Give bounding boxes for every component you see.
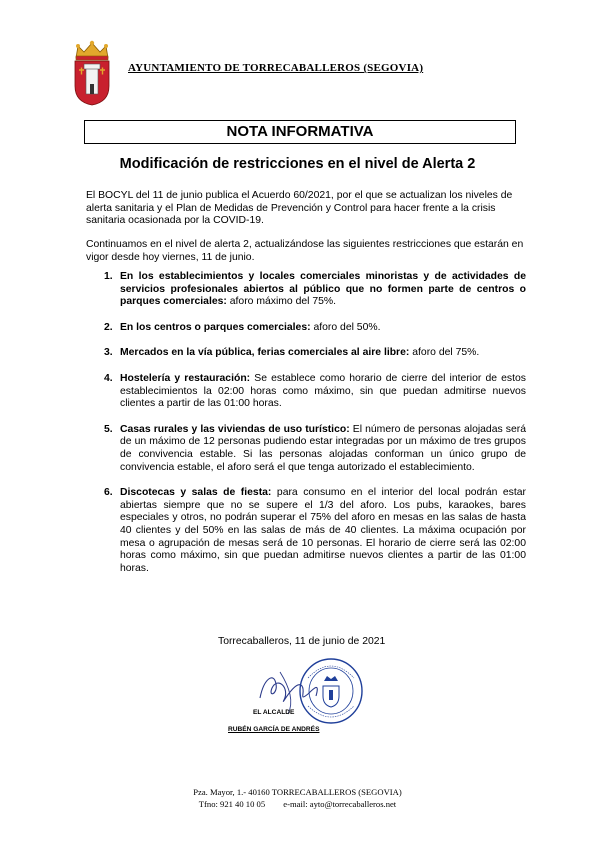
coat-of-arms-icon — [72, 40, 112, 106]
item-text: aforo máximo del 75%. — [226, 296, 337, 308]
list-item — [86, 271, 526, 309]
letterhead — [72, 40, 532, 106]
item-heading: Hostelería y restauración: — [120, 372, 251, 384]
intro-paragraph: El BOCYL del 11 de junio publica el Acuerdo 60/2021, por el que se actualizan los niveles de alerta sanitaria y el Plan de Medidas de Prevención y Control para hacer frente a la crisis sanitaria ocasionada por la COVID-19. — [86, 190, 513, 227]
intro-paragraph: Continuamos en el nivel de alerta 2, actualizándose las siguientes restricciones que estarán en vigor desde hoy viernes, 11 de junio. — [86, 239, 524, 263]
item-text: Se establece como horario de cierre del interior de estos establecimientos la 02:00 horas como máximo, sin que puedan admitirse nuevos clientes a partir de las 01:00 horas. — [120, 372, 526, 410]
item-heading: Casas rurales y las viviendas de uso turístico: — [120, 423, 350, 435]
item-text: para consumo en el interior del local podrán estar abiertas siempre que no se supere el 1/3 del aforo. Los pubs, karaokes, bares especiales y otros, no podrán superar el 75% del aforo en mesas en las salas de hasta 40 clientes y del 50% en las salas de más de 40 clientes. La máxima ocupación por mesa o agrupación de mesas será de 10 personas. El horario de cierre será las 02:00 horas como máximo, sin que puedan admitirse nuevos clientes a partir de las 01:00 horas. — [120, 487, 526, 574]
item-number: 5. — [104, 423, 113, 435]
signer-name: RUBÉN GARCÍA DE ANDRÉS — [228, 726, 320, 733]
item-number: 2. — [104, 321, 113, 333]
document-subtitle: Modificación de restricciones en el nivel de Alerta 2 — [119, 156, 476, 172]
footer-contact — [0, 799, 595, 809]
list-item — [86, 373, 526, 411]
item-text: El número de personas alojadas será de un máximo de 12 personas pudiendo estar integradas por un máximo de tres grupos de convivencia estable. Si las personas alojadas conforman un único grupo de convivencia estable, el aforo será el que tenga autorizado el establecimiento. — [120, 423, 527, 473]
footer-address: Pza. Mayor, 1.- 40160 TORRECABALLEROS (SEGOVIA) — [193, 787, 402, 797]
item-number: 4. — [104, 372, 113, 384]
list-item — [86, 424, 526, 474]
footer-phone: Tfno: 921 40 10 05 — [198, 799, 266, 809]
date-line: Torrecaballeros, 11 de junio de 2021 — [218, 636, 386, 647]
list-item — [86, 347, 526, 360]
official-stamp — [296, 656, 366, 726]
item-heading: Discotecas y salas de fiesta: — [120, 487, 272, 499]
footer-email: e-mail: ayto@torrecaballeros.net — [283, 799, 397, 809]
item-number: 3. — [104, 347, 113, 359]
item-text: aforo del 75%. — [409, 347, 480, 359]
item-text: aforo del 50%. — [310, 321, 381, 333]
list-item — [86, 322, 526, 335]
item-heading: En los establecimientos y locales comerciales minoristas y de actividades de servicios profesionales abiertos al público que no formen parte de centros o parques comerciales: — [120, 271, 526, 308]
item-number: 1. — [104, 271, 113, 282]
item-heading: En los centros o parques comerciales: — [120, 321, 311, 333]
item-heading: Mercados en la vía pública, ferias comerciales al aire libre: — [120, 347, 410, 359]
organization-name: AYUNTAMIENTO DE TORRECABALLEROS (SEGOVIA) — [128, 62, 424, 74]
signer-role: EL ALCALDE — [253, 709, 295, 716]
item-number: 6. — [104, 487, 113, 499]
notice-title: NOTA INFORMATIVA — [84, 120, 516, 144]
list-item — [86, 487, 526, 575]
restrictions-list — [86, 271, 526, 588]
